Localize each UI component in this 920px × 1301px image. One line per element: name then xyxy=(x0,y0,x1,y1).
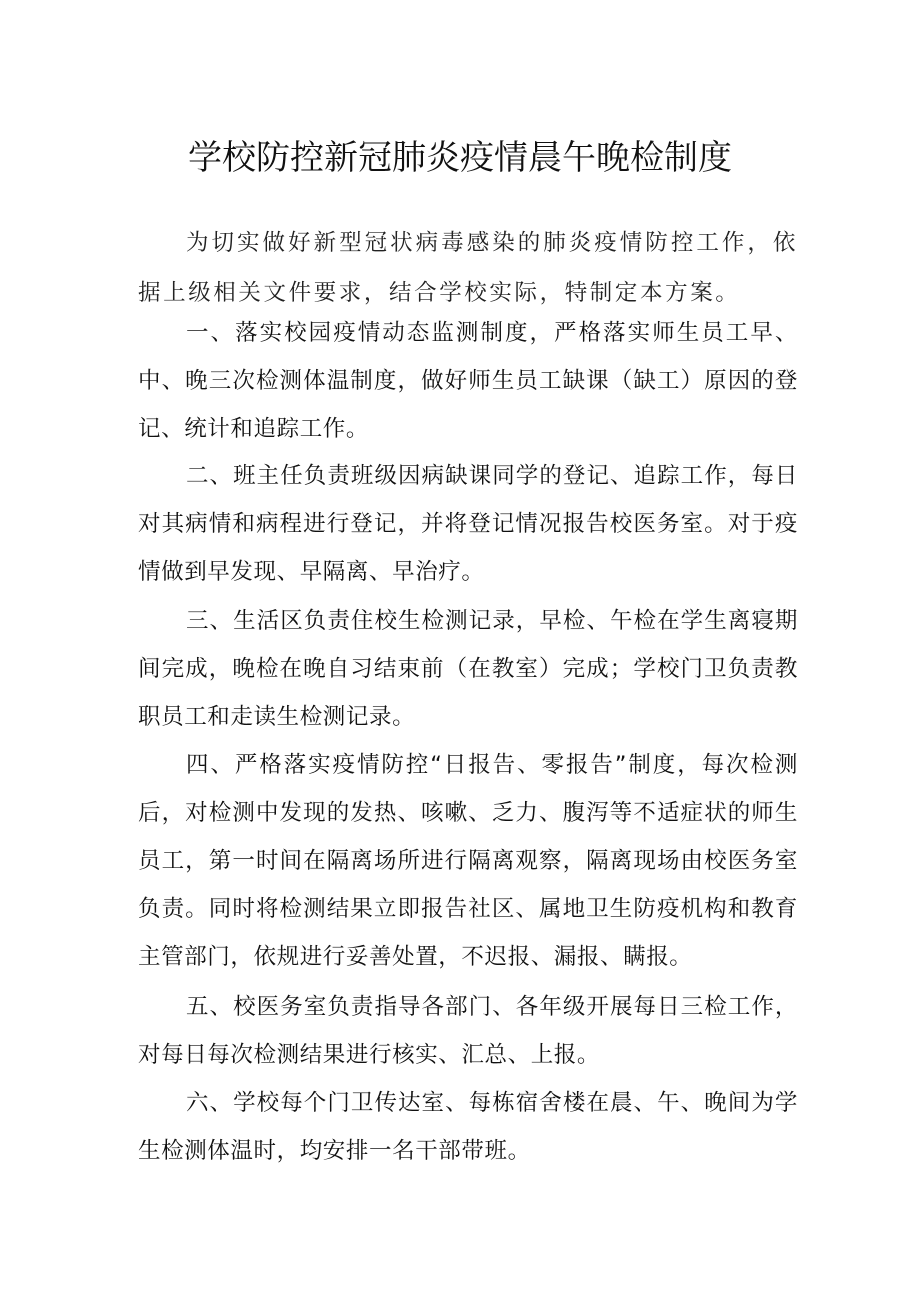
clause-6: 六、学校每个门卫传达室、每栋宿舍楼在晨、午、晚间为学生检测体温时，均安排一名干部带班。 xyxy=(138,1090,798,1164)
document-title: 学校防控新冠肺炎疫情晨午晚检制度 xyxy=(188,138,732,178)
clause-4: 四、严格落实疫情防控“日报告、零报告”制度，每次检测后，对检测中发现的发热、咳嗽、乏力、腹泻等不适症状的师生员工，第一时间在隔离场所进行隔离观察，隔离现场由校医务室负责。同时将检测结果立即报告社区、属地卫生防疫机构和教育主管部门，依规进行妥善处置，不迟报、漏报、瞒报。 xyxy=(138,752,798,970)
clause-1: 一、落实校园疫情动态监测制度，严格落实师生员工早、中、晚三次检测体温制度，做好师生员工缺课（缺工）原因的登记、统计和追踪工作。 xyxy=(138,320,798,442)
clause-3: 三、生活区负责住校生检测记录，早检、午检在学生离寝期间完成，晚检在晚自习结束前（在教室）完成；学校门卫负责教职员工和走读生检测记录。 xyxy=(138,608,798,730)
intro-paragraph: 为切实做好新型冠状病毒感染的肺炎疫情防控工作，依据上级相关文件要求，结合学校实际，特制定本方案。 xyxy=(138,230,798,306)
clause-2: 二、班主任负责班级因病缺课同学的登记、追踪工作，每日对其病情和病程进行登记，并将登记情况报告校医务室。对于疫情做到早发现、早隔离、早治疗。 xyxy=(138,463,798,585)
clause-5: 五、校医务室负责指导各部门、各年级开展每日三检工作，对每日每次检测结果进行核实、汇总、上报。 xyxy=(138,994,798,1068)
